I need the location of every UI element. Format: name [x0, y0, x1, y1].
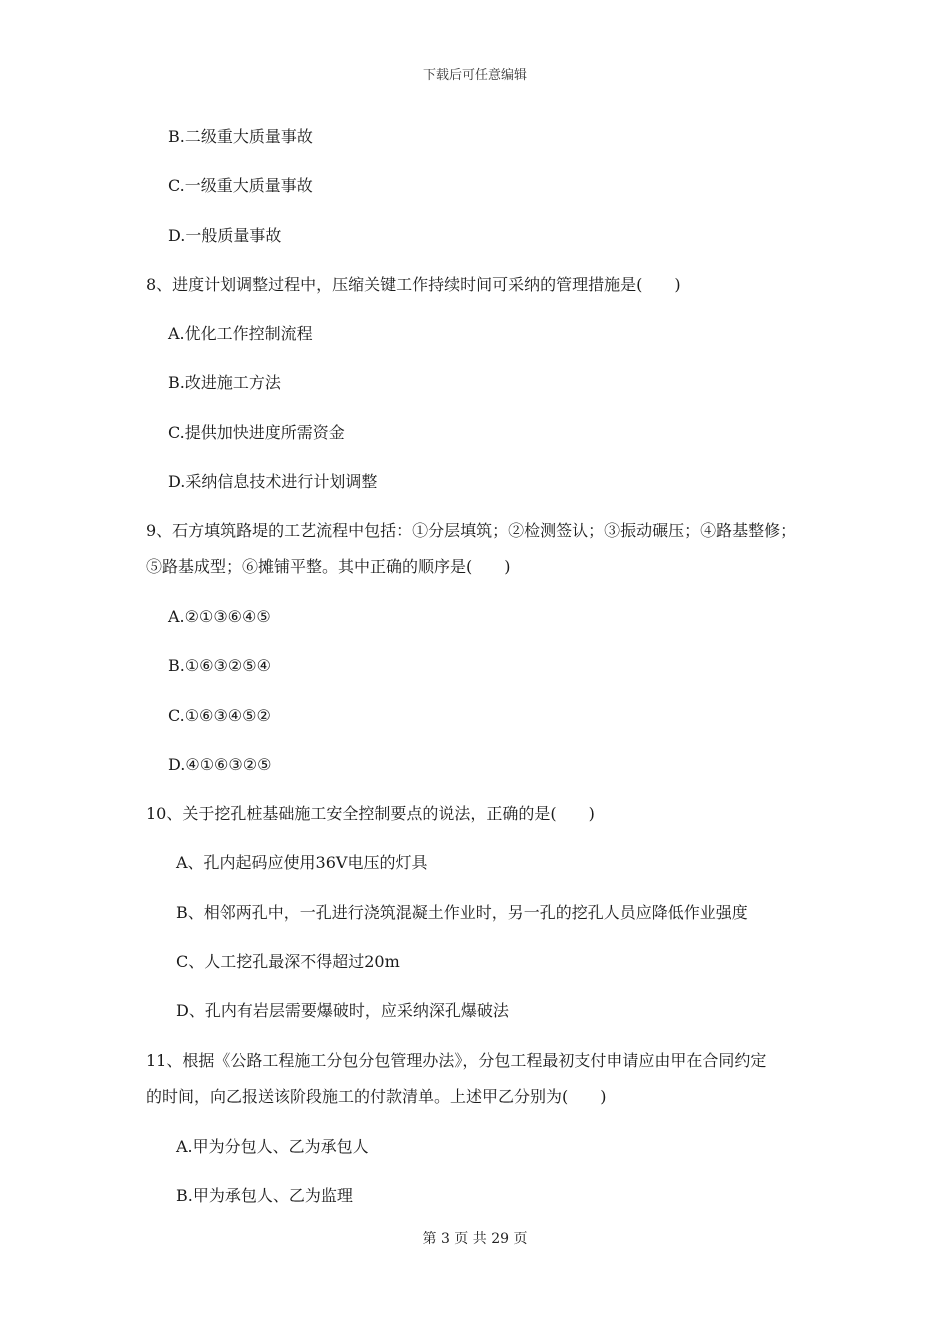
- q9-option-c: C.①⑥③④⑤②: [168, 706, 271, 725]
- q9-stem-line1: 9、石方填筑路堤的工艺流程中包括：①分层填筑；②检测签认；③振动碾压；④路基整修；: [146, 521, 797, 540]
- page-header: 下载后可任意编辑: [422, 68, 527, 83]
- q7-option-d: D.一般质量事故: [168, 226, 282, 245]
- q11-option-a: A.甲为分包人、乙为承包人: [176, 1137, 369, 1156]
- q11-option-b: B.甲为承包人、乙为监理: [176, 1186, 353, 1205]
- q8-option-c: C.提供加快进度所需资金: [168, 423, 345, 442]
- q10-stem: 10、关于挖孔桩基础施工安全控制要点的说法，正确的是( ): [146, 804, 595, 823]
- q10-option-b: B、相邻两孔中，一孔进行浇筑混凝土作业时，另一孔的挖孔人员应降低作业强度: [176, 903, 748, 922]
- q8-option-d: D.采纳信息技术进行计划调整: [168, 472, 378, 491]
- page-footer: 第 3 页 共 29 页: [422, 1231, 528, 1247]
- q10-option-a: A、孔内起码应使用36V电压的灯具: [176, 853, 428, 872]
- q9-option-b: B.①⑥③②⑤④: [168, 656, 271, 675]
- q8-option-a: A.优化工作控制流程: [168, 324, 313, 343]
- q8-stem: 8、进度计划调整过程中，压缩关键工作持续时间可采纳的管理措施是( ): [146, 275, 681, 294]
- q9-option-a: A.②①③⑥④⑤: [168, 607, 271, 626]
- q8-option-b: B.改进施工方法: [168, 373, 281, 392]
- q9-stem-line2: ⑤路基成型；⑥摊铺平整。其中正确的顺序是( ): [146, 557, 511, 576]
- q7-option-b: B.二级重大质量事故: [168, 127, 313, 146]
- q7-option-c: C.一级重大质量事故: [168, 176, 313, 195]
- q11-stem-line2: 的时间，向乙报送该阶段施工的付款清单。上述甲乙分别为( ): [146, 1087, 607, 1106]
- q9-option-d: D.④①⑥③②⑤: [168, 755, 272, 774]
- q11-stem-line1: 11、根据《公路工程施工分包分包管理办法》，分包工程最初支付申请应由甲在合同约定: [146, 1051, 767, 1070]
- q10-option-d: D、孔内有岩层需要爆破时，应采纳深孔爆破法: [176, 1001, 509, 1020]
- q10-option-c: C、人工挖孔最深不得超过20m: [176, 952, 400, 971]
